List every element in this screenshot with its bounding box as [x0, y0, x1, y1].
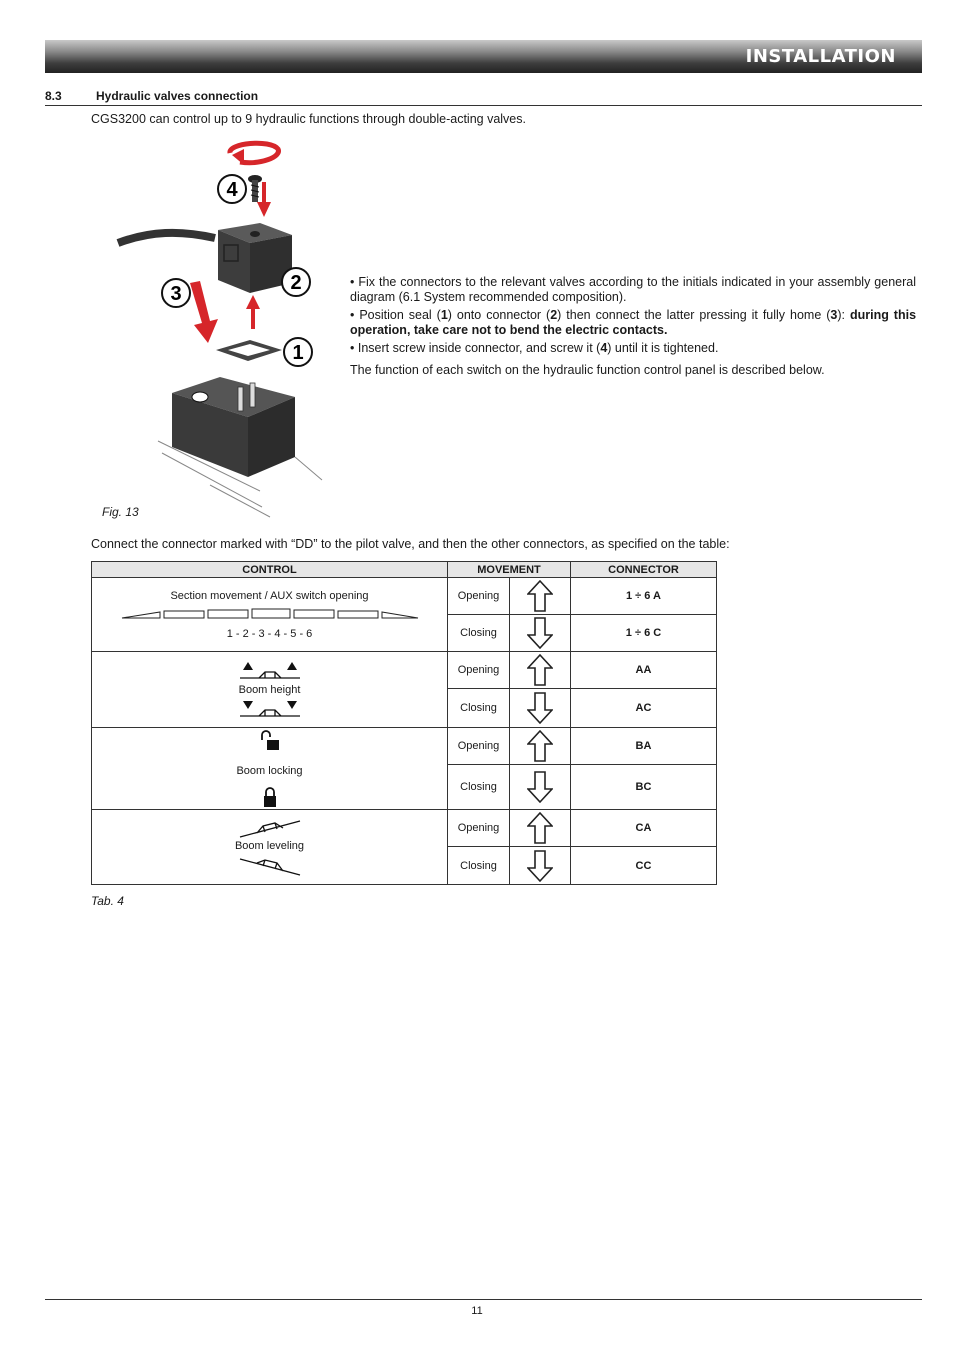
connector-code: AA — [571, 652, 717, 689]
header-connector: CONNECTOR — [571, 562, 717, 578]
section-number: 8.3 — [45, 89, 62, 103]
connector-arrow-icon — [251, 307, 255, 329]
table-row — [92, 728, 717, 765]
movement-label: Opening — [448, 810, 510, 847]
boom-tilt-up-icon — [239, 818, 301, 838]
control-boom-locking — [92, 728, 448, 810]
connector-code: 1 ÷ 6 A — [571, 578, 717, 615]
instructions-text — [350, 275, 916, 381]
header-movement: MOVEMENT — [448, 562, 571, 578]
press-arrow-icon — [190, 281, 218, 343]
callout-2 — [282, 268, 310, 296]
table-row — [92, 652, 717, 689]
screw-icon — [248, 175, 262, 202]
section-heading — [45, 89, 922, 106]
seal-icon — [216, 340, 282, 361]
instruction-1: • Fix the connectors to the relevant valves according to the initials indicated in your assembly general diagram (6.1 System recommended composition). — [350, 275, 916, 304]
control-boom-height — [92, 652, 448, 728]
up-arrow-icon — [510, 810, 571, 847]
control-label: Section movement / AUX switch opening — [170, 589, 369, 602]
section-title: Hydraulic valves connection — [96, 89, 259, 103]
up-arrow-icon — [510, 578, 571, 615]
callout-4 — [218, 175, 246, 203]
callout-3 — [162, 279, 190, 307]
connector-assembly-figure — [110, 135, 330, 520]
control-label: Boom leveling — [234, 840, 305, 852]
valve-body-icon — [158, 377, 322, 517]
svg-text:4: 4 — [226, 179, 238, 201]
down-arrow-icon — [510, 847, 571, 885]
callout-1 — [284, 338, 312, 366]
table-row — [92, 578, 717, 615]
sections-numbers: 1 - 2 - 3 - 4 - 5 - 6 — [226, 627, 313, 640]
boom-lower-icon — [239, 699, 301, 719]
movement-label: Opening — [448, 652, 510, 689]
header-banner — [45, 40, 922, 73]
figure-caption: Fig. 13 — [102, 505, 139, 519]
down-arrow-icon — [510, 765, 571, 810]
table-row — [92, 810, 717, 847]
lock-icon — [262, 786, 278, 808]
connect-text: Connect the connector marked with “DD” to the pilot valve, and then the other connectors, as specified on the table: — [91, 537, 730, 551]
svg-text:1: 1 — [292, 342, 304, 364]
connector-block-icon — [218, 223, 292, 293]
svg-text:3: 3 — [170, 283, 182, 305]
page-number: 11 — [471, 1305, 483, 1317]
movement-label: Closing — [448, 615, 510, 652]
table-caption: Tab. 4 — [91, 894, 124, 908]
connector-code: BA — [571, 728, 717, 765]
page-header-title: INSTALLATION — [745, 46, 896, 67]
down-arrow-icon — [510, 615, 571, 652]
header-control: CONTROL — [92, 562, 448, 578]
connector-code: CC — [571, 847, 717, 885]
connector-code: 1 ÷ 6 C — [571, 615, 717, 652]
boom-raise-icon — [239, 661, 301, 681]
hydraulic-connection-table — [91, 561, 717, 885]
movement-label: Closing — [448, 765, 510, 810]
control-boom-leveling — [92, 810, 448, 885]
connector-assembly-illustration — [110, 135, 330, 520]
movement-label: Closing — [448, 689, 510, 728]
table-header-row — [92, 562, 717, 578]
boom-tilt-down-icon — [239, 856, 301, 876]
screw-arrow-icon — [262, 182, 266, 204]
connector-code: BC — [571, 765, 717, 810]
control-label: Boom locking — [236, 764, 303, 777]
up-arrow-icon — [510, 652, 571, 689]
svg-text:2: 2 — [290, 272, 302, 294]
movement-label: Closing — [448, 847, 510, 885]
footer-divider — [45, 1299, 922, 1300]
rotate-arrowhead-icon — [232, 149, 244, 165]
up-arrow-icon — [510, 728, 571, 765]
connector-code: AC — [571, 689, 717, 728]
control-label: Boom height — [238, 683, 301, 696]
instruction-3: • Insert screw inside connector, and screw it (4) until it is tightened. — [350, 341, 719, 355]
sections-bar-icon — [120, 608, 420, 622]
movement-label: Opening — [448, 578, 510, 615]
control-section-movement — [92, 578, 448, 652]
instruction-2: • Position seal (1) onto connector (2) then connect the latter pressing it fully home (3): during this operation, take care not to bend the electric contacts. — [350, 308, 917, 337]
down-arrow-icon — [510, 689, 571, 728]
intro-text: CGS3200 can control up to 9 hydraulic functions through double-acting valves. — [91, 112, 526, 126]
movement-label: Opening — [448, 728, 510, 765]
connector-code: CA — [571, 810, 717, 847]
unlock-icon — [259, 730, 281, 752]
cable-icon — [118, 233, 215, 243]
instruction-closing: The function of each switch on the hydraulic function control panel is described below. — [350, 363, 825, 377]
